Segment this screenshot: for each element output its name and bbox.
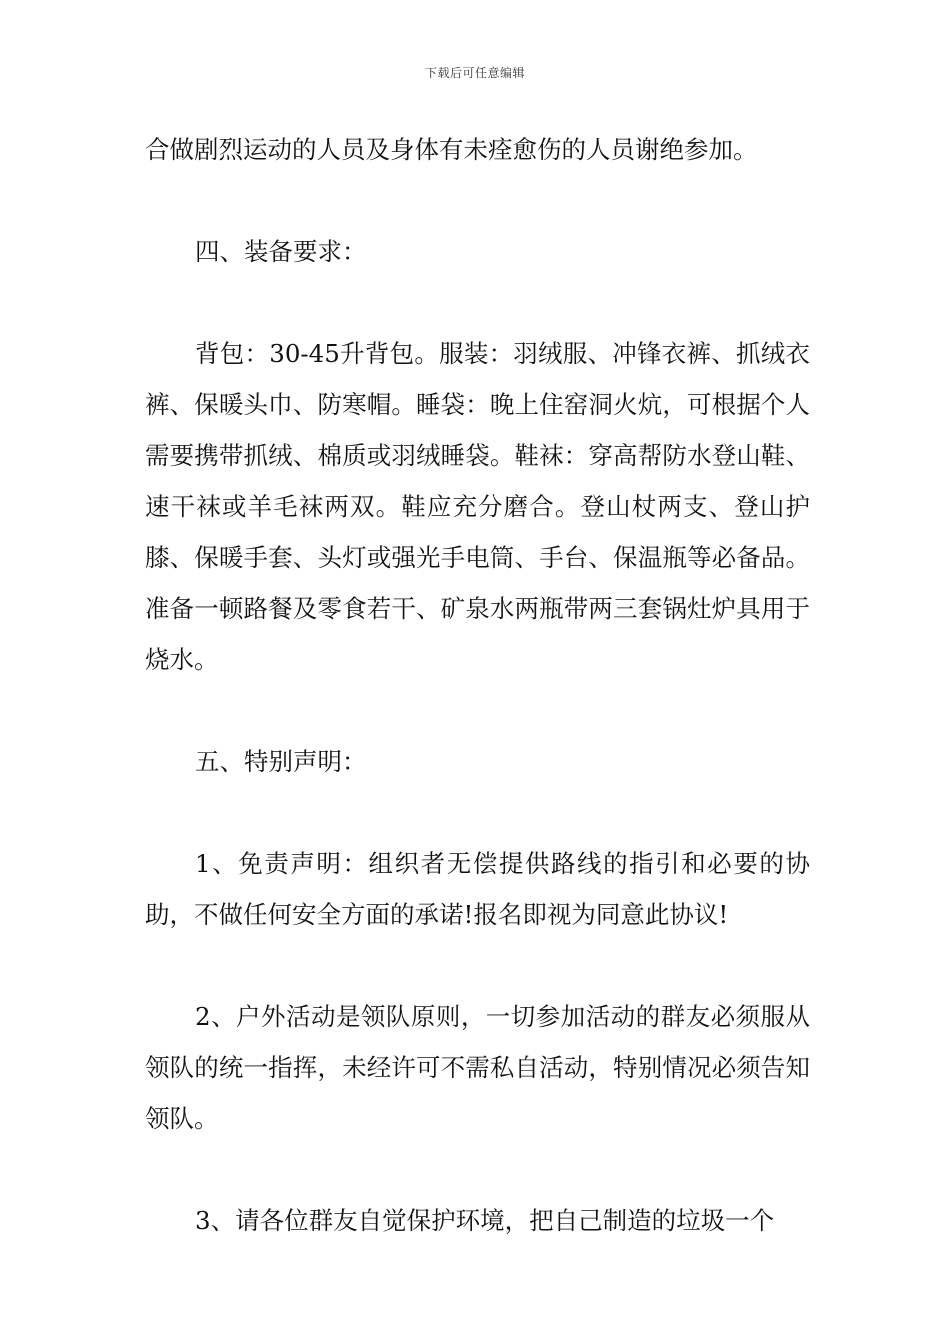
paragraph-continuation: 合做剧烈运动的人员及身体有未痊愈伤的人员谢绝参加。	[145, 135, 758, 164]
paragraph-disclaimer: 1、免责声明：组织者无偿提供路线的指引和必要的协助，不做任何安全方面的承诺!报名即视为同意此协议!	[145, 849, 810, 929]
section-heading-equipment: 四、装备要求：	[195, 237, 367, 266]
page-header: 下载后可任意编辑	[424, 66, 525, 80]
paragraph-equipment: 背包：30-45升背包。服装：羽绒服、冲锋衣裤、抓绒衣裤、保暖头巾、防寒帽。睡袋：晚上住窑洞火炕，可根据个人需要携带抓绒、棉质或羽绒睡袋。鞋袜：穿高帮防水登山鞋、速干袜或羊毛袜两双。鞋应充分磨合。登山杖两支、登山护膝、保暖手套、头灯或强光手电筒、手台、保温瓶等必备品。准备一顿路餐及零食若干、矿泉水两瓶带两三套锅灶炉具用于烧水。	[145, 339, 810, 674]
paragraph-leader-rule: 2、户外活动是领队原则，一切参加活动的群友必须服从领队的统一指挥，未经许可不需私自活动，特别情况必须告知领队。	[145, 1002, 810, 1133]
document-body	[145, 124, 810, 1246]
paragraph-environment: 3、请各位群友自觉保护环境，把自己制造的垃圾一个	[195, 1206, 775, 1235]
section-heading-statement: 五、特别声明：	[195, 747, 367, 776]
